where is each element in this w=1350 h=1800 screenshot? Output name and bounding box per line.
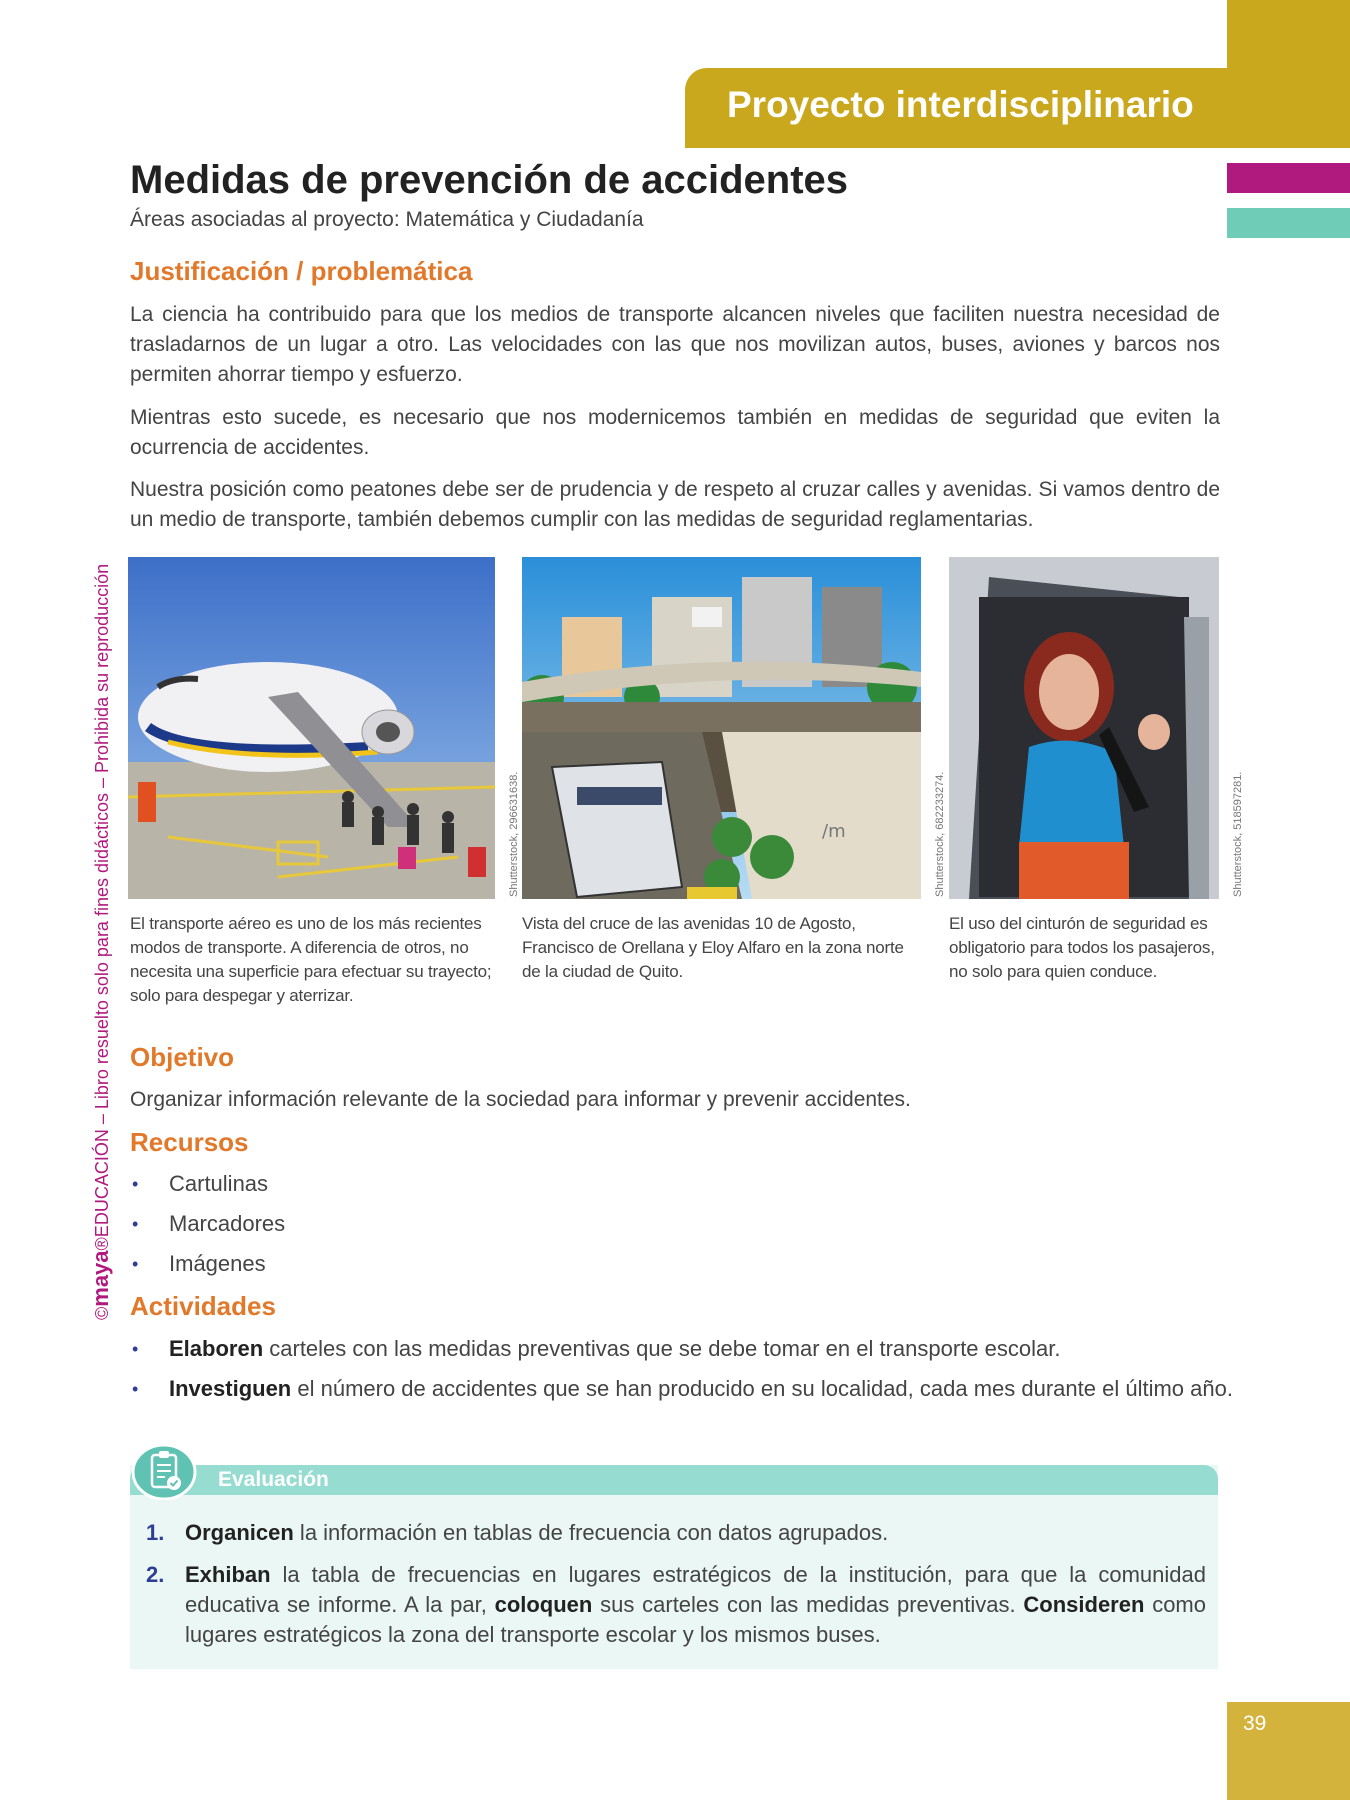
bullet-icon: • bbox=[132, 1214, 139, 1234]
photo-caption-3: El uso del cinturón de seguridad es obligatorio para todos los pasajeros, no solo para quien conduce. bbox=[949, 914, 1215, 981]
recursos-heading: Recursos bbox=[130, 1127, 249, 1157]
side-notice: EDUCACIÓN – Libro resuelto solo para fines didácticos – Prohibida su reproducción bbox=[92, 563, 112, 1238]
side-copyright-text bbox=[88, 460, 114, 1320]
clipboard-check-icon bbox=[132, 1442, 198, 1500]
magenta-stripe bbox=[1227, 163, 1350, 193]
list-item: • Marcadores bbox=[130, 1208, 285, 1248]
svg-text:/m: /m bbox=[822, 821, 846, 842]
evaluacion-list bbox=[146, 1518, 1206, 1662]
page-title: Medidas de prevención de accidentes bbox=[130, 158, 849, 202]
airplane-photo bbox=[128, 557, 495, 899]
list-item: • Cartulinas bbox=[130, 1168, 285, 1208]
justificacion-paragraph-1: La ciencia ha contribuido para que los medios de transporte alcancen niveles que faciliten nuestra necesidad de trasladarnos de un lugar a otro. Las velocidades con las que nos movilizan autos, buses, aviones y barcos nos permiten ahorrar tiempo y esfuerzo. bbox=[130, 303, 1220, 386]
item-number: 1. bbox=[146, 1520, 165, 1545]
evaluacion-heading: Evaluación bbox=[218, 1468, 329, 1491]
justificacion-paragraph-3: Nuestra posición como peatones debe ser de prudencia y de respeto al cruzar calles y avenidas. Si vamos dentro de un medio de transporte, también debemos cumplir con las medidas de seguridad reglamentarias. bbox=[130, 478, 1220, 531]
justificacion-heading: Justificación / problemática bbox=[130, 256, 473, 286]
photo-credit-3: Shutterstock, 518597281. bbox=[1232, 771, 1244, 897]
justificacion-paragraph-2: Mientras esto sucede, es necesario que nos modernicemos también en medidas de seguridad que eviten la ocurrencia de accidentes. bbox=[130, 406, 1220, 459]
photo-credit-1: Shutterstock, 296631638. bbox=[508, 771, 520, 897]
photo-caption-2: Vista del cruce de las avenidas 10 de Agosto, Francisco de Orellana y Eloy Alfaro en la zona norte de la ciudad de Quito. bbox=[522, 914, 904, 981]
list-item: • Investiguen el número de accidentes que se han producido en su localidad, cada mes durante el último año. bbox=[130, 1373, 1233, 1413]
recursos-list bbox=[130, 1168, 285, 1288]
objetivo-text: Organizar información relevante de la sociedad para informar y prevenir accidentes. bbox=[130, 1088, 911, 1111]
bullet-icon: • bbox=[132, 1254, 139, 1274]
overpass-photo bbox=[522, 557, 921, 899]
page-number: 39 bbox=[1243, 1712, 1267, 1735]
bullet-icon: • bbox=[132, 1174, 139, 1194]
objetivo-heading: Objetivo bbox=[130, 1042, 235, 1072]
header-gold-tab bbox=[1227, 0, 1350, 68]
list-item: • Elaboren carteles con las medidas preventivas que se debe tomar en el transporte escolar. bbox=[130, 1333, 1233, 1373]
teal-stripe bbox=[1227, 208, 1350, 238]
photo-credit-2: Shutterstock, 682233274. bbox=[934, 771, 946, 897]
seatbelt-photo bbox=[949, 557, 1219, 899]
airplane-image bbox=[128, 557, 495, 899]
registered-symbol: ® bbox=[92, 1237, 112, 1251]
seatbelt-image bbox=[949, 557, 1219, 899]
bullet-icon: • bbox=[132, 1379, 139, 1399]
brand-logo: maya bbox=[88, 1250, 113, 1307]
item-number: 2. bbox=[146, 1562, 165, 1587]
page-subtitle: Áreas asociadas al proyecto: Matemática y Ciudadanía bbox=[130, 208, 644, 231]
list-item: 1. Organicen la información en tablas de frecuencia con datos agrupados. bbox=[146, 1518, 1206, 1548]
bullet-icon: • bbox=[132, 1339, 139, 1359]
actividades-list bbox=[130, 1333, 1233, 1413]
copyright-symbol: © bbox=[92, 1306, 112, 1320]
section-title: Proyecto interdisciplinario bbox=[727, 84, 1194, 125]
list-item: 2. Exhiban la tabla de frecuencias en lugares estratégicos de la institución, para que la comunidad educativa se informe. A la par, coloquen sus carteles con las medidas preventivas. Consideren como lugares estratégicos la zona del transporte escolar y los mismos buses. bbox=[146, 1562, 1206, 1647]
actividades-heading: Actividades bbox=[130, 1291, 276, 1321]
photo-caption-1: El transporte aéreo es uno de los más recientes modos de transporte. A diferencia de otros, no necesita una superficie para efectuar su trayecto; solo para despegar y aterrizar. bbox=[130, 914, 492, 1005]
overpass-image bbox=[522, 557, 921, 899]
list-item: • Imágenes bbox=[130, 1248, 285, 1288]
